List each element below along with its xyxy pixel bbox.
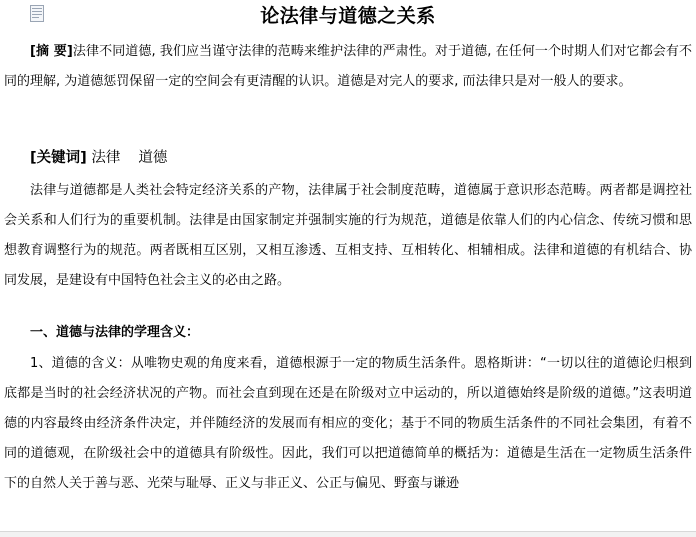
abstract-paragraph bbox=[4, 37, 692, 97]
keyword-item: 道德 bbox=[138, 150, 168, 166]
abstract-label: [摘 要] bbox=[30, 44, 73, 59]
keyword-item: 法律 bbox=[91, 150, 121, 166]
document-title: 论法律与道德之关系 bbox=[260, 5, 436, 27]
body-paragraph-2: 1、道德的含义：从唯物史观的角度来看，道德根源于一定的物质生活条件。恩格斯讲：“一切以往的道德论归根到底都是当时的社会经济状况的产物。而社会直到现在还是在阶级对立中运动的，所以道德始终是阶级的道德。”这表明道德的内容最终由经济条件决定，并伴随经济的发展而有相应的变化；基于不同的物质生活条件的不同社会集团，有着不同的道德观，在阶级社会中的道德具有阶级性。因此，我们可以把道德简单的概括为：道德是生活在一定物质生活条件下的自然人关于善与恶、光荣与耻辱、正义与非正义、公正与偏见、野蛮与谦逊 bbox=[4, 356, 692, 491]
abstract-text: 法律不同道德, 我们应当谨守法律的范畴来维护法律的严肃性。对于道德, 在任何一个时期人们对它都会有不同的理解, 为道德惩罚保留一定的空间会有更清醒的认识。道德是对完人的要求, 而法律只是对一般人的要求。 bbox=[4, 44, 693, 89]
body-paragraph-1: 法律与道德都是人类社会特定经济关系的产物，法律属于社会制度范畴，道德属于意识形态范畴。两者都是调控社会关系和人们行为的重要机制。法律是由国家制定并强制实施的行为规范，道德是依靠人们的内心信念、传统习惯和思想教育调整行为的规范。两者既相互区别，又相互渗透、互相支持、互相转化、相辅相成。法律和道德的有机结合、协同发展，是建设有中国特色社会主义的必由之路。 bbox=[4, 183, 692, 288]
keywords-line bbox=[4, 143, 692, 173]
page-bottom-edge bbox=[0, 531, 696, 537]
keywords-label: [关键词] bbox=[30, 150, 87, 166]
section-heading: 一、道德与法律的学理含义： bbox=[30, 325, 200, 340]
